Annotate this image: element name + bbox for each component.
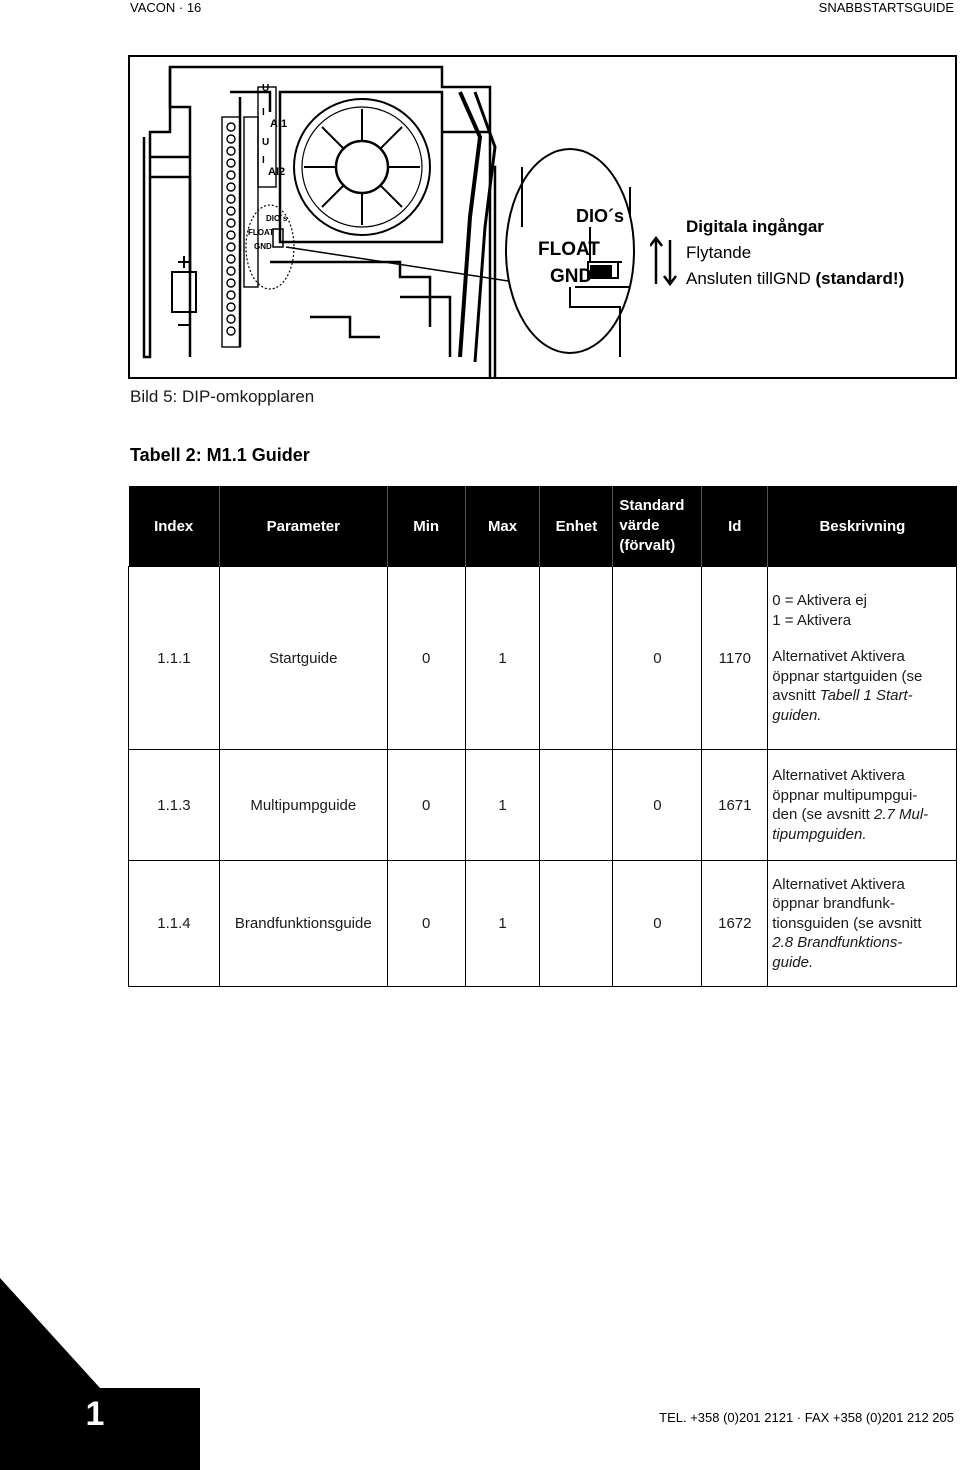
cell-id: 1672 <box>702 861 768 987</box>
cell-description: 0 = Aktivera ej 1 = Aktivera Alternativet Aktivera öppnar startguiden (se avsnitt Tabell 1 Start- guiden. <box>768 567 957 750</box>
label-i1: I <box>262 107 265 118</box>
cell-unit <box>540 750 613 861</box>
cell-min: 0 <box>387 861 465 987</box>
legend-gnd: Ansluten tillGND (standard!) <box>686 269 905 288</box>
cell-description: Alternativet Aktivera öppnar brandfunk- tionsguiden (se avsnitt 2.8 Brandfunktions- guide. <box>768 861 957 987</box>
cell-default: 0 <box>613 861 702 987</box>
up-down-arrow-icon <box>650 236 678 288</box>
label-i2: I <box>262 155 265 166</box>
cell-min: 0 <box>387 567 465 750</box>
chapter-marker-shape <box>0 1278 200 1470</box>
col-default: Standard värde (förvalt) <box>613 486 702 567</box>
label-ai2: AI2 <box>268 166 286 178</box>
table-title: Tabell 2: M1.1 Guider <box>130 445 310 465</box>
table-header-row <box>129 486 957 567</box>
header-right: SNABBSTARTSGUIDE <box>818 0 954 15</box>
cell-description: Alternativet Aktivera öppnar multipumpgui- den (se avsnitt 2.7 Mul- tipumpguiden. <box>768 750 957 861</box>
cell-default: 0 <box>613 750 702 861</box>
contact-line: TEL. +358 (0)201 2121 · FAX +358 (0)201 212 205 <box>659 1410 954 1425</box>
label-gnd-small: GND <box>254 242 272 251</box>
legend-float: Flytande <box>686 243 752 262</box>
table-row <box>129 567 957 750</box>
cell-index: 1.1.3 <box>129 750 220 861</box>
header-left: VACON · 16 <box>130 0 202 15</box>
cell-max: 1 <box>465 567 540 750</box>
cell-min: 0 <box>387 750 465 861</box>
label-dio-small: DIO´s <box>266 214 288 223</box>
cell-index: 1.1.1 <box>129 567 220 750</box>
cell-max: 1 <box>465 750 540 861</box>
table-row <box>129 750 957 861</box>
cell-max: 1 <box>465 861 540 987</box>
label-float-big: FLOAT <box>538 239 600 260</box>
cell-unit <box>540 861 613 987</box>
guide-table <box>128 486 957 987</box>
label-u2: U <box>262 137 270 148</box>
col-unit: Enhet <box>540 486 613 567</box>
dip-legend <box>686 214 904 292</box>
label-gnd-big: GND <box>550 266 593 287</box>
legend-title: Digitala ingångar <box>686 217 824 236</box>
table-row <box>129 861 957 987</box>
cell-id: 1671 <box>702 750 768 861</box>
col-index: Index <box>129 486 220 567</box>
col-max: Max <box>465 486 540 567</box>
chapter-number: 1 <box>85 1395 105 1433</box>
label-dio-big: DIO´s <box>576 206 625 226</box>
cell-id: 1170 <box>702 567 768 750</box>
col-id: Id <box>702 486 768 567</box>
figure-caption: Bild 5: DIP-omkopplaren <box>130 387 315 406</box>
cell-parameter: Multipumpguide <box>219 750 387 861</box>
cell-parameter: Startguide <box>219 567 387 750</box>
label-ai1: AI1 <box>270 118 288 130</box>
cell-index: 1.1.4 <box>129 861 220 987</box>
label-u1: U <box>262 83 270 94</box>
cell-default: 0 <box>613 567 702 750</box>
label-float-small: FLOAT <box>248 228 275 237</box>
col-min: Min <box>387 486 465 567</box>
col-parameter: Parameter <box>219 486 387 567</box>
cell-parameter: Brandfunktionsguide <box>219 861 387 987</box>
col-desc: Beskrivning <box>768 486 957 567</box>
cell-unit <box>540 567 613 750</box>
